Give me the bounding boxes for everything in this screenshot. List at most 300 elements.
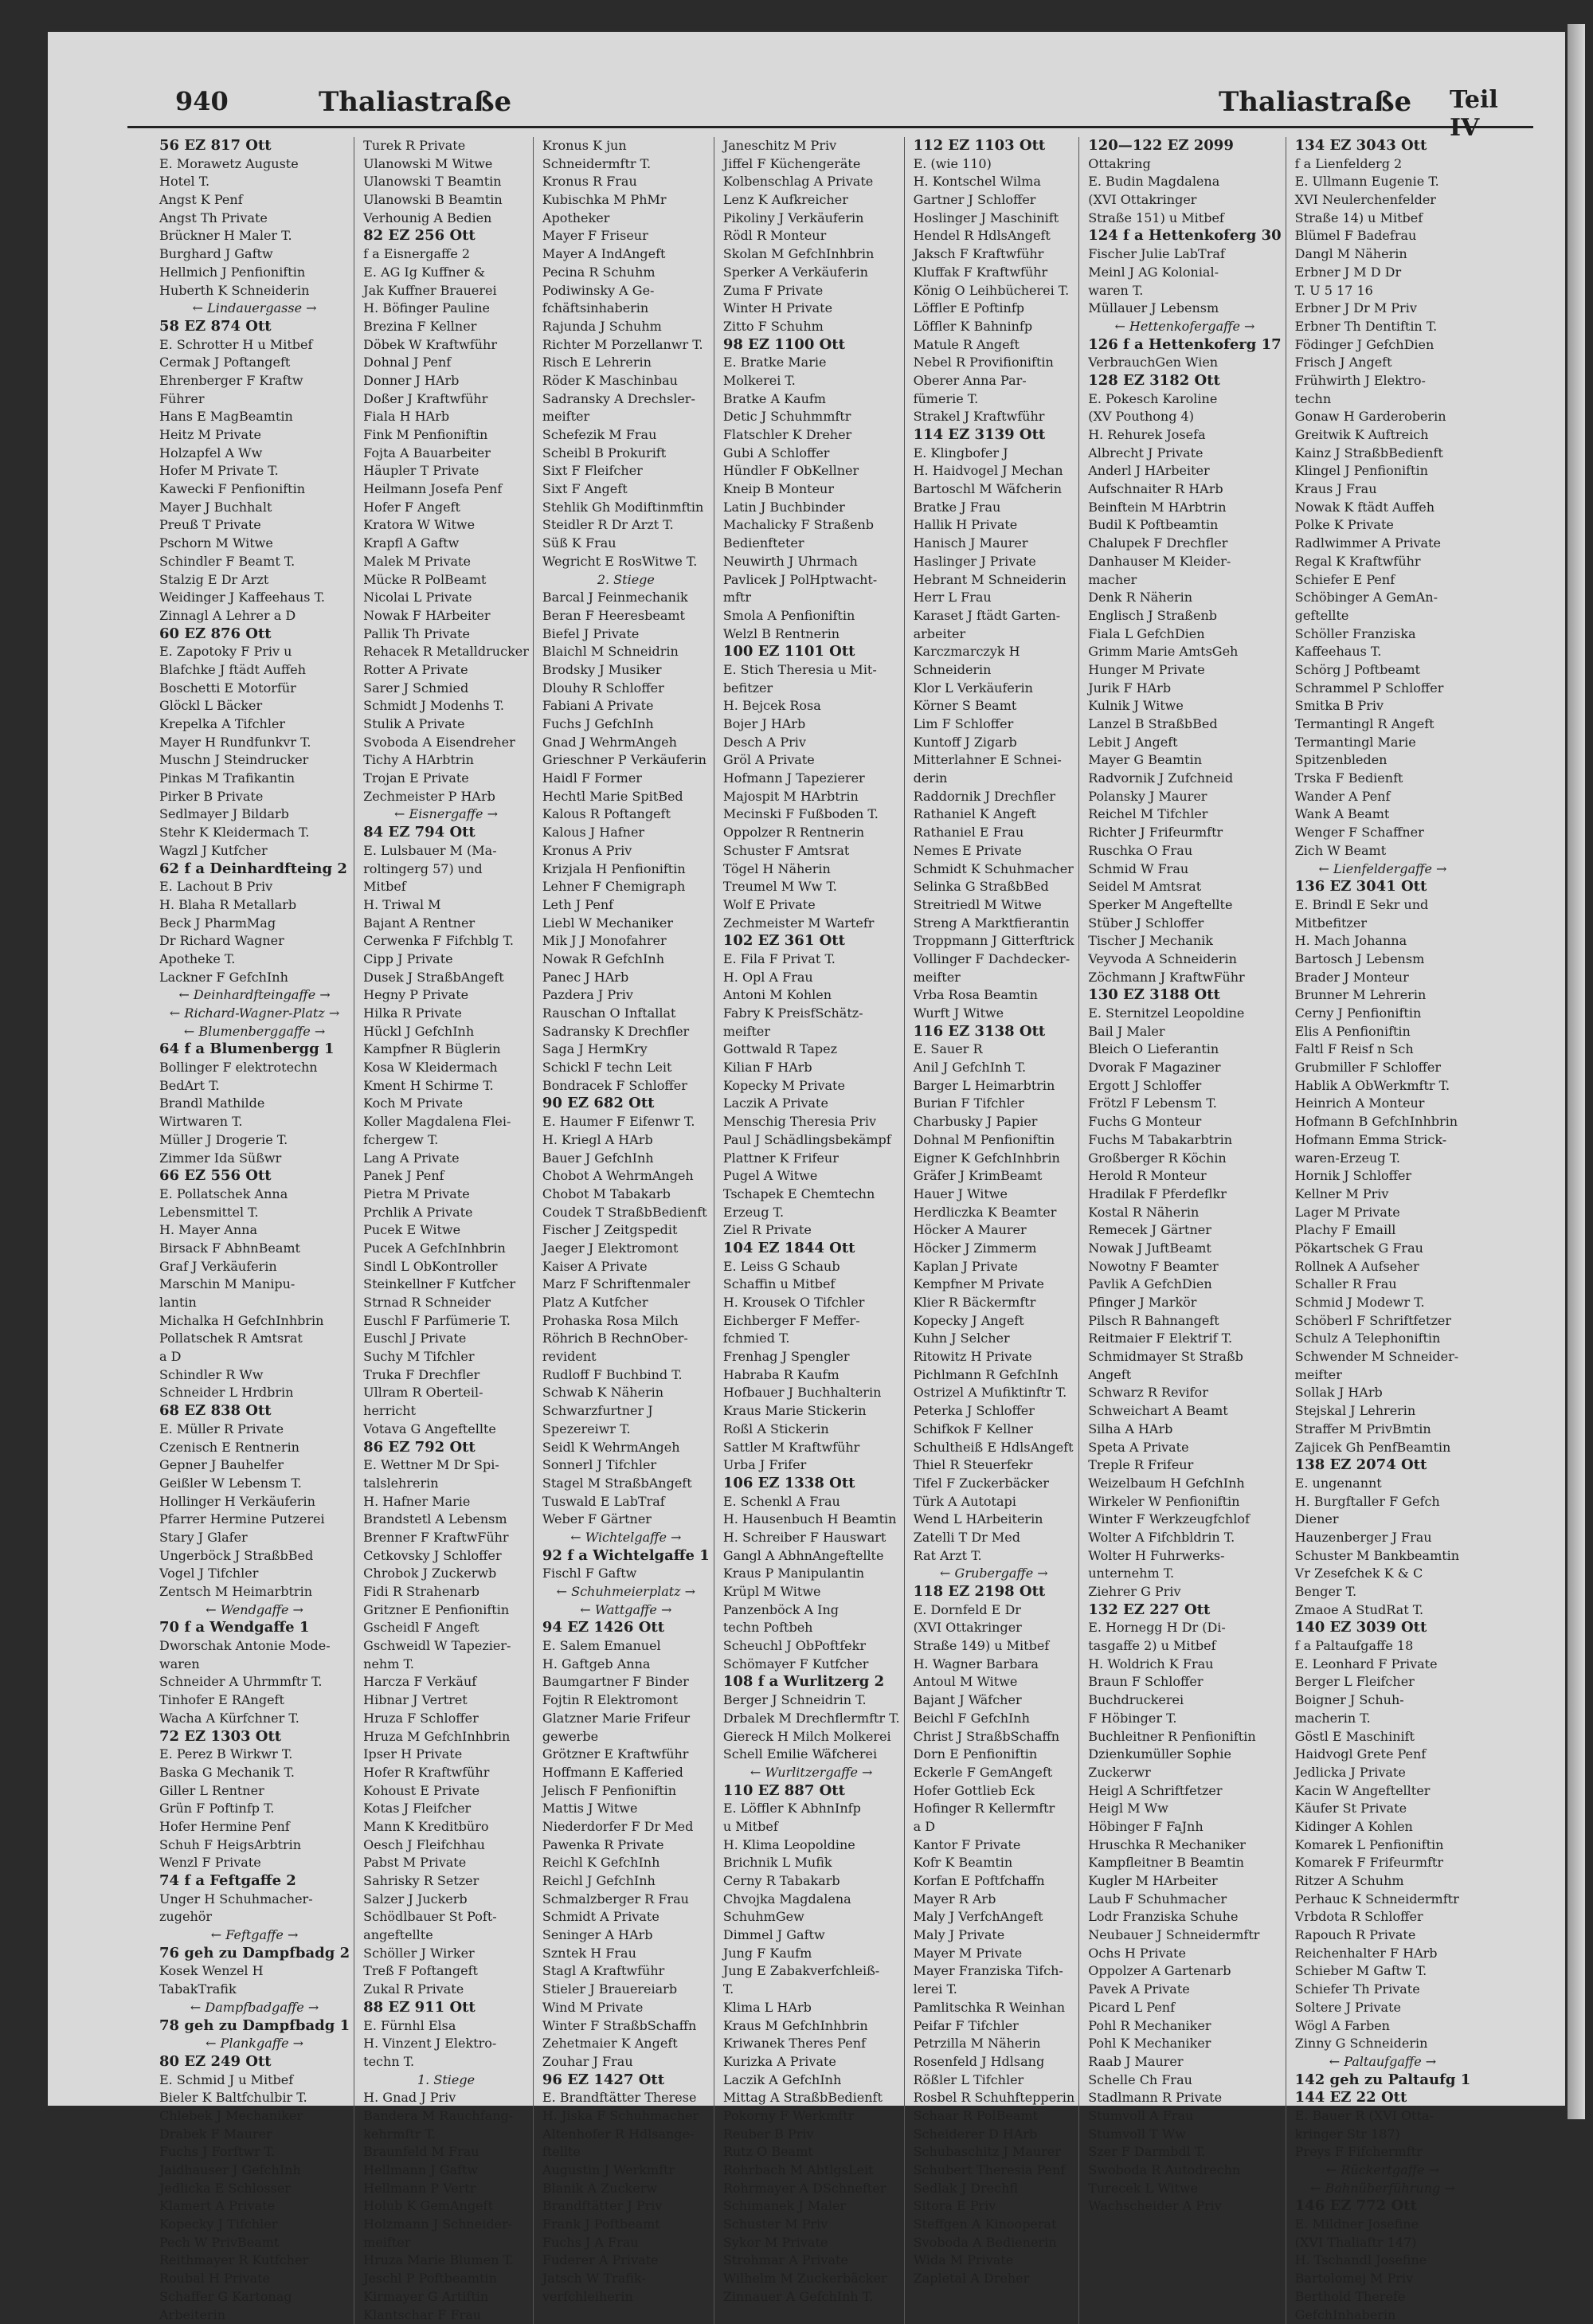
street-title-right: Thaliastraße bbox=[1219, 86, 1411, 118]
resident-entry: Treple R Frifeur bbox=[1088, 1456, 1281, 1475]
resident-entry: E. Sauer R bbox=[914, 1041, 1075, 1059]
resident-entry: Pucek E Witwe bbox=[363, 1221, 529, 1240]
resident-entry: Panec J HArb bbox=[542, 969, 710, 987]
resident-entry: Charbusky J Papier bbox=[914, 1113, 1075, 1131]
resident-entry: Hoffmann E Kafferied bbox=[542, 1764, 710, 1782]
resident-entry: Kopecky J Angeft bbox=[914, 1312, 1075, 1331]
resident-entry: Scheuchl J ObPoftfekr bbox=[723, 1637, 900, 1656]
resident-entry: Augustin J Werkmftr bbox=[542, 2161, 710, 2180]
house-number-entry: 108 f a Wurlitzerg 2 bbox=[723, 1673, 900, 1691]
resident-entry: Plachy F Emaill bbox=[1295, 1221, 1471, 1240]
resident-entry: Straße 149) u Mitbef bbox=[914, 1637, 1075, 1656]
resident-entry: E. Fila F Privat T. bbox=[723, 950, 900, 969]
resident-entry: Kostal R Näherin bbox=[1088, 1204, 1281, 1222]
resident-entry: Rutz O Beamt bbox=[723, 2143, 900, 2161]
resident-entry: Pfarrer Hermine Putzerei bbox=[159, 1511, 350, 1529]
resident-entry: Schmid W Frau bbox=[1088, 860, 1281, 879]
resident-entry: Straffer M PrivBmtin bbox=[1295, 1421, 1471, 1439]
resident-entry: Raab J Maurer bbox=[1088, 2053, 1281, 2071]
resident-entry: Speta A Private bbox=[1088, 1439, 1281, 1457]
resident-entry: Rehacek R Metalldrucker bbox=[363, 643, 529, 661]
resident-entry: Geißler W Lebensm T. bbox=[159, 1475, 350, 1493]
resident-entry: Pecina R Schuhm bbox=[542, 264, 710, 282]
house-number-entry: 132 EZ 227 Ott bbox=[1088, 1601, 1281, 1620]
resident-entry: Stüber J Schloffer bbox=[1088, 915, 1281, 933]
resident-entry: E. Mildner Josefine bbox=[1295, 2216, 1471, 2234]
resident-entry: Hofmann Emma Strick- bbox=[1295, 1131, 1471, 1150]
resident-entry: Bajant J Wäfcher bbox=[914, 1691, 1075, 1710]
resident-entry: Rotter A Private bbox=[363, 661, 529, 680]
resident-entry: fchergew T. bbox=[363, 1131, 529, 1150]
resident-entry: Vrba Rosa Beamtin bbox=[914, 986, 1075, 1005]
resident-entry: Jurik F HArb bbox=[1088, 680, 1281, 698]
resident-entry: Schödlbauer St Poft- bbox=[363, 1908, 529, 1926]
resident-entry: Zimmer Ida Süßwr bbox=[159, 1150, 350, 1168]
resident-entry: Polke K Private bbox=[1295, 516, 1471, 535]
resident-entry: Schiefer E Penf bbox=[1295, 571, 1471, 590]
resident-entry: Heigl A Schriftfetzer bbox=[1088, 1782, 1281, 1801]
resident-entry: Preys F Fifchermftr bbox=[1295, 2143, 1471, 2161]
resident-entry: Anil J GefchInh T. bbox=[914, 1059, 1075, 1077]
resident-entry: Gröl A Private bbox=[723, 751, 900, 770]
resident-entry: Dusek J StraßbAngeft bbox=[363, 969, 529, 987]
resident-entry: Peifar F Tifchler bbox=[914, 2017, 1075, 2036]
cross-street-entry: ← Richard-Wagner-Platz → bbox=[159, 1005, 350, 1023]
resident-entry: Aufschnaiter R HArb bbox=[1088, 480, 1281, 499]
house-number-entry: 80 EZ 249 Ott bbox=[159, 2053, 350, 2071]
resident-entry: Höcker J Zimmerm bbox=[914, 1240, 1075, 1258]
resident-entry: Pinkas M Trafikantin bbox=[159, 770, 350, 788]
resident-entry: Hückl J GefchInh bbox=[363, 1023, 529, 1041]
resident-entry: Sonnerl J Tifchler bbox=[542, 1456, 710, 1475]
resident-entry: macherin T. bbox=[1295, 1710, 1471, 1728]
resident-entry: Herdliczka K Beamter bbox=[914, 1204, 1075, 1222]
resident-entry: Remecek J Gärtner bbox=[1088, 1221, 1281, 1240]
resident-entry: H. Klima Leopoldine bbox=[723, 1836, 900, 1855]
resident-entry: revident bbox=[542, 1348, 710, 1366]
resident-entry: Plattner K Frifeur bbox=[723, 1150, 900, 1168]
resident-entry: Panek J Penf bbox=[363, 1167, 529, 1186]
resident-entry: Barger L Heimarbtrin bbox=[914, 1077, 1075, 1095]
resident-entry: Bandera M Rauchfang- bbox=[363, 2107, 529, 2126]
resident-entry: Cetkovsky J Schloffer bbox=[363, 1547, 529, 1566]
resident-entry: Danhauser M Kleider- bbox=[1088, 553, 1281, 571]
resident-entry: E. Lulsbauer M (Ma- bbox=[363, 842, 529, 860]
resident-entry: Frühwirth J Elektro- bbox=[1295, 372, 1471, 390]
house-number-entry: 124 f a Hettenkoferg 30 bbox=[1088, 227, 1281, 245]
resident-entry: Kaplan J Private bbox=[914, 1258, 1075, 1276]
resident-entry: Karczmarczyk H bbox=[914, 643, 1075, 661]
resident-entry: Wögl A Farben bbox=[1295, 2017, 1471, 2036]
resident-entry: Muschn J Steindrucker bbox=[159, 751, 350, 770]
resident-entry: Nemes E Private bbox=[914, 842, 1075, 860]
house-number-entry: 64 f a Blumenbergg 1 bbox=[159, 1041, 350, 1059]
resident-entry: Schwab K Näherin bbox=[542, 1384, 710, 1402]
resident-entry: meifter bbox=[1295, 1366, 1471, 1385]
resident-entry: E. Salem Emanuel bbox=[542, 1637, 710, 1656]
cross-street-entry: ← Rückertgaffe → bbox=[1295, 2161, 1471, 2180]
resident-entry: Fuchs J Forftwr T. bbox=[159, 2143, 350, 2161]
resident-entry: Jung F Kaufm bbox=[723, 1945, 900, 1963]
resident-entry: Schindler F Beamt T. bbox=[159, 553, 350, 571]
resident-entry: Mayer G Beamtin bbox=[1088, 751, 1281, 770]
resident-entry: geftellte bbox=[1295, 607, 1471, 625]
resident-entry: Hilka R Private bbox=[363, 1005, 529, 1023]
resident-entry: Vr Zesefchek K & C bbox=[1295, 1565, 1471, 1583]
resident-entry: Schaffin u Mitbef bbox=[723, 1276, 900, 1294]
resident-entry: Skolan M GefchInhbrin bbox=[723, 245, 900, 264]
page-header bbox=[127, 86, 1533, 128]
resident-entry: Tischer J Mechanik bbox=[1088, 932, 1281, 950]
resident-entry: Seidel M Amtsrat bbox=[1088, 878, 1281, 896]
resident-entry: Troppmann J Gitterftrick bbox=[914, 932, 1075, 950]
resident-entry: H. Hausenbuch H Beamtin bbox=[723, 1511, 900, 1529]
resident-entry: Latin J Buchbinder bbox=[723, 499, 900, 517]
resident-entry: Fabry K PreisfSchätz- bbox=[723, 1005, 900, 1023]
resident-entry: Pavlicek J PolHptwacht- bbox=[723, 571, 900, 590]
resident-entry: meifter bbox=[723, 1023, 900, 1041]
resident-entry: Kainz J StraßbBedienft bbox=[1295, 445, 1471, 463]
resident-entry: Czenisch E Rentnerin bbox=[159, 1439, 350, 1457]
resident-entry: H. Triwal M bbox=[363, 896, 529, 915]
resident-entry: Reichl K GefchInh bbox=[542, 1854, 710, 1872]
resident-entry: Sollak J HArb bbox=[1295, 1384, 1471, 1402]
resident-entry: Erbner J M D Dr bbox=[1295, 264, 1471, 282]
resident-entry: Neuwirth J Uhrmach bbox=[723, 553, 900, 571]
house-number-entry: 58 EZ 874 Ott bbox=[159, 318, 350, 336]
resident-entry: Brodsky J Musiker bbox=[542, 661, 710, 680]
resident-entry: Dorn E Penfioniftin bbox=[914, 1746, 1075, 1764]
resident-entry: Menschig Theresia Priv bbox=[723, 1113, 900, 1131]
resident-entry: Prohaska Rosa Milch bbox=[542, 1312, 710, 1331]
resident-entry: Großberger R Köchin bbox=[1088, 1150, 1281, 1168]
resident-entry: Preuß T Private bbox=[159, 516, 350, 535]
resident-entry: Giller L Rentner bbox=[159, 1782, 350, 1801]
resident-entry: Altenhofer R Hdlsange- bbox=[542, 2126, 710, 2144]
resident-entry: Döbek W Kraftwführ bbox=[363, 336, 529, 355]
resident-entry: Glatzner Marie Frifeur bbox=[542, 1710, 710, 1728]
resident-entry: H. Böfinger Pauline bbox=[363, 300, 529, 318]
resident-entry: Oppolzer R Rentnerin bbox=[723, 824, 900, 842]
resident-entry: Swoboda R Autodrechn bbox=[1088, 2161, 1281, 2180]
resident-entry: Antoni M Kohlen bbox=[723, 986, 900, 1005]
resident-entry: Pohl K Mechaniker bbox=[1088, 2035, 1281, 2053]
resident-entry: Trojan E Private bbox=[363, 770, 529, 788]
directory-column bbox=[538, 137, 714, 2324]
resident-entry: Fuderer A Private bbox=[542, 2251, 710, 2270]
resident-entry: Schuster M Priv bbox=[723, 2216, 900, 2234]
resident-entry: Süß K Frau bbox=[542, 535, 710, 553]
house-number-entry: 78 geh zu Dampfbadg 1 bbox=[159, 2017, 350, 2036]
resident-entry: tasgaffe 2) u Mitbef bbox=[1088, 1637, 1281, 1656]
resident-entry: Stehr K Kleidermach T. bbox=[159, 824, 350, 842]
resident-entry: Kopecky M Private bbox=[723, 1077, 900, 1095]
resident-entry: VerbrauchGen Wien bbox=[1088, 354, 1281, 372]
resident-entry: Euschl J Private bbox=[363, 1330, 529, 1348]
resident-entry: Kolbenschlag A Private bbox=[723, 173, 900, 191]
resident-entry: H. Krousek O Tifchler bbox=[723, 1294, 900, 1312]
resident-entry: Schuh F HeigsArbtrin bbox=[159, 1836, 350, 1855]
resident-entry: Hotel T. bbox=[159, 173, 350, 191]
resident-entry: Baska G Mechanik T. bbox=[159, 1764, 350, 1782]
resident-entry: Sitora E Priv bbox=[914, 2197, 1075, 2216]
resident-entry: SchuhmGew bbox=[723, 1908, 900, 1926]
resident-entry: H. Opl A Frau bbox=[723, 969, 900, 987]
resident-entry: Zatelli T Dr Med bbox=[914, 1529, 1075, 1547]
resident-entry: Komarek L Penfioniftin bbox=[1295, 1836, 1471, 1855]
resident-entry: Wachscheider A Priv bbox=[1088, 2197, 1281, 2216]
resident-entry: Raddornik J Drechfler bbox=[914, 788, 1075, 806]
resident-entry: Fiala H HArb bbox=[363, 408, 529, 426]
resident-entry: Schimanek J Maler bbox=[723, 2197, 900, 2216]
directory-column bbox=[1084, 137, 1286, 2324]
resident-entry: Schaffer G Kartonag bbox=[159, 2288, 350, 2306]
resident-entry: Liebl W Mechaniker bbox=[542, 915, 710, 933]
house-number-entry: 70 f a Wendgaffe 1 bbox=[159, 1619, 350, 1637]
resident-entry: Eigner K GefchInhbrin bbox=[914, 1150, 1075, 1168]
resident-entry: Schefezik M Frau bbox=[542, 426, 710, 445]
resident-entry: Kulnik J Witwe bbox=[1088, 697, 1281, 715]
house-number-entry: 82 EZ 256 Ott bbox=[363, 227, 529, 245]
resident-entry: Wirtwaren T. bbox=[159, 1113, 350, 1131]
resident-entry: Zmaoe A StudRat T. bbox=[1295, 1601, 1471, 1620]
resident-entry: Rajunda J Schuhm bbox=[542, 318, 710, 336]
resident-entry: f a Lienfelderg 2 bbox=[1295, 155, 1471, 174]
resident-entry: Svoboda A Bedienerin bbox=[914, 2234, 1075, 2252]
resident-entry: Glöckl L Bäcker bbox=[159, 697, 350, 715]
resident-entry: Gschweidl W Tapezier- bbox=[363, 1637, 529, 1656]
resident-entry: Hans E MagBeamtin bbox=[159, 408, 350, 426]
resident-entry: Sahrisky R Setzer bbox=[363, 1872, 529, 1891]
resident-entry: Hegny P Private bbox=[363, 986, 529, 1005]
resident-entry: E. Schmid J u Mitbef bbox=[159, 2071, 350, 2090]
resident-entry: Thiel R Steuerfekr bbox=[914, 1456, 1075, 1475]
resident-entry: Hellmann J Gaftw bbox=[363, 2161, 529, 2180]
resident-entry: H. Woldrich K Frau bbox=[1088, 1656, 1281, 1674]
resident-entry: Cerwenka F Fifchblg T. bbox=[363, 932, 529, 950]
resident-entry: Doßer J Kraftwführ bbox=[363, 390, 529, 409]
resident-entry: Kohoust E Private bbox=[363, 1782, 529, 1801]
resident-entry: H. Kontschel Wilma bbox=[914, 173, 1075, 191]
resident-entry: Peterka J Schloffer bbox=[914, 1402, 1075, 1421]
resident-entry: Straße 14) u Mitbef bbox=[1295, 210, 1471, 228]
resident-entry: Rapouch R Private bbox=[1295, 1926, 1471, 1945]
resident-entry: Roßl A Stickerin bbox=[723, 1421, 900, 1439]
resident-entry: Pallik Th Private bbox=[363, 625, 529, 644]
resident-entry: Strakel J Kraftwführ bbox=[914, 408, 1075, 426]
resident-entry: Sperker A Verkäuferin bbox=[723, 264, 900, 282]
resident-entry: E. (wie 110) bbox=[914, 155, 1075, 174]
resident-entry: Kronus A Priv bbox=[542, 842, 710, 860]
resident-entry: E. Haumer F Eifenwr T. bbox=[542, 1113, 710, 1131]
house-number-entry: 120—122 EZ 2099 bbox=[1088, 137, 1281, 155]
resident-entry: a D bbox=[914, 1818, 1075, 1836]
resident-entry: Jung E Zabakverfchleiß- bbox=[723, 1962, 900, 1981]
resident-entry: Szntek H Frau bbox=[542, 1945, 710, 1963]
directory-column bbox=[719, 137, 905, 2324]
resident-entry: Prchlik A Private bbox=[363, 1204, 529, 1222]
resident-entry: Turek R Private bbox=[363, 137, 529, 155]
resident-entry: Mitbef bbox=[363, 878, 529, 896]
resident-entry: Matule R Angeft bbox=[914, 336, 1075, 355]
resident-entry: Sadransky A Drechsler- bbox=[542, 390, 710, 409]
resident-entry: Schneider A Uhrmmftr T. bbox=[159, 1673, 350, 1691]
resident-entry: Welzl B Rentnerin bbox=[723, 625, 900, 644]
resident-entry: Hofbauer J Buchhalterin bbox=[723, 1384, 900, 1402]
resident-entry: Chobot A WehrmAngeh bbox=[542, 1167, 710, 1186]
resident-entry: Verhounig A Bedien bbox=[363, 210, 529, 228]
resident-entry: Haslinger J Private bbox=[914, 553, 1075, 571]
resident-entry: Führer bbox=[159, 390, 350, 409]
resident-entry: Budil K Poftbeamtin bbox=[1088, 516, 1281, 535]
resident-entry: Lehner F Chemigraph bbox=[542, 878, 710, 896]
resident-entry: gewerbe bbox=[542, 1728, 710, 1746]
resident-entry: Ehrenberger F Kraftw bbox=[159, 372, 350, 390]
resident-entry: Ulanowski M Witwe bbox=[363, 155, 529, 174]
resident-entry: Fuchs M Tabakarbtrin bbox=[1088, 1131, 1281, 1150]
resident-entry: Nicolai L Private bbox=[363, 589, 529, 607]
resident-entry: Schöbinger A GemAn- bbox=[1295, 589, 1471, 607]
resident-entry: Klingel J Penfioniftin bbox=[1295, 462, 1471, 480]
house-number-entry: 114 EZ 3139 Ott bbox=[914, 426, 1075, 445]
resident-entry: Käufer St Private bbox=[1295, 1800, 1471, 1818]
resident-entry: Oppolzer A Gartenarb bbox=[1088, 1962, 1281, 1981]
resident-entry: Angeft bbox=[1088, 1366, 1281, 1385]
resident-entry: Blafchke J ftädt Auffeh bbox=[159, 661, 350, 680]
resident-entry: Hofer Hermine Penf bbox=[159, 1818, 350, 1836]
resident-entry: Tichy A HArbtrin bbox=[363, 751, 529, 770]
resident-entry: Heilmann Josefa Penf bbox=[363, 480, 529, 499]
resident-entry: Michalka H GefchInhbrin bbox=[159, 1312, 350, 1331]
resident-entry: Detic J Schuhmmftr bbox=[723, 408, 900, 426]
resident-entry: Jelisch F Penfioniftin bbox=[542, 1782, 710, 1801]
resident-entry: Suchy M Tifchler bbox=[363, 1348, 529, 1366]
resident-entry: Rößler L Tifchler bbox=[914, 2071, 1075, 2090]
resident-entry: Pawenka R Private bbox=[542, 1836, 710, 1855]
resident-entry: Bartosch J Lebensm bbox=[1295, 950, 1471, 969]
resident-entry: Brandl Mathilde bbox=[159, 1095, 350, 1113]
resident-entry: Barcal J Feinmechanik bbox=[542, 589, 710, 607]
resident-entry: Stumvoll T Ww bbox=[1088, 2126, 1281, 2144]
resident-entry: Svoboda A Eisendreher bbox=[363, 734, 529, 752]
resident-entry: Spezereiwr T. bbox=[542, 1421, 710, 1439]
resident-entry: Stalzig E Dr Arzt bbox=[159, 571, 350, 590]
resident-entry: Gscheidl F Angeft bbox=[363, 1619, 529, 1637]
resident-entry: Mayer R Arb bbox=[914, 1891, 1075, 1909]
resident-entry: Beran F Heeresbeamt bbox=[542, 607, 710, 625]
cross-street-entry: ← Schuhmeierplatz → bbox=[542, 1583, 710, 1601]
house-number-entry: 62 f a Deinhardfteing 2 bbox=[159, 860, 350, 879]
resident-entry: Greitwik K Auftreich bbox=[1295, 426, 1471, 445]
resident-entry: Haidl F Former bbox=[542, 770, 710, 788]
resident-entry: Smitka B Priv bbox=[1295, 697, 1471, 715]
resident-entry: Krüpl M Witwe bbox=[723, 1583, 900, 1601]
resident-entry: Vogel J Tifchler bbox=[159, 1565, 350, 1583]
resident-entry: E. Sternitzel Leopoldine bbox=[1088, 1005, 1281, 1023]
resident-entry: Smola A Penfioniftin bbox=[723, 607, 900, 625]
resident-entry: E. Lachout B Priv bbox=[159, 878, 350, 896]
resident-entry: Picard L Penf bbox=[1088, 1999, 1281, 2017]
resident-entry: Nowotny F Beamter bbox=[1088, 1258, 1281, 1276]
house-number-entry: 56 EZ 817 Ott bbox=[159, 137, 350, 155]
resident-entry: Schmid J Modewr T. bbox=[1295, 1294, 1471, 1312]
resident-entry: Stejskal J Lehrerin bbox=[1295, 1402, 1471, 1421]
resident-entry: Euschl F Parfümerie T. bbox=[363, 1312, 529, 1331]
book-spine bbox=[1568, 24, 1585, 2119]
resident-entry: Streitriedl M Witwe bbox=[914, 896, 1075, 915]
resident-entry: Rudloff F Buchbind T. bbox=[542, 1366, 710, 1385]
house-number-entry: 66 EZ 556 Ott bbox=[159, 1167, 350, 1186]
resident-entry: Hündler F ObKellner bbox=[723, 462, 900, 480]
resident-entry: Beinftein M HArbtrin bbox=[1088, 499, 1281, 517]
resident-entry: Krizjala H Penfioniftin bbox=[542, 860, 710, 879]
resident-entry: H. Blaha R Metallarb bbox=[159, 896, 350, 915]
resident-entry: Wolf E Private bbox=[723, 896, 900, 915]
resident-entry: macher bbox=[1088, 571, 1281, 590]
resident-entry: meifter bbox=[914, 969, 1075, 987]
resident-entry: Kluffak F Kraftwführ bbox=[914, 264, 1075, 282]
resident-entry: u Mitbef bbox=[723, 1818, 900, 1836]
cross-street-entry: ← Wichtelgaffe → bbox=[542, 1529, 710, 1547]
resident-entry: Mitterlahner E Schnei- bbox=[914, 751, 1075, 770]
resident-entry: Pikoliny J Verkäuferin bbox=[723, 210, 900, 228]
resident-entry: Stagel M StraßbAngeft bbox=[542, 1475, 710, 1493]
resident-entry: Treß F Poftangeft bbox=[363, 1962, 529, 1981]
resident-entry: E. Stich Theresia u Mit- bbox=[723, 661, 900, 680]
resident-entry: Pietra M Private bbox=[363, 1186, 529, 1204]
resident-entry: Bartoschl M Wäfcherin bbox=[914, 480, 1075, 499]
resident-entry: techn T. bbox=[363, 2053, 529, 2071]
resident-entry: E. Brandftätter Therese bbox=[542, 2089, 710, 2107]
resident-entry: Unger H Schuhmacher- bbox=[159, 1891, 350, 1909]
resident-entry: Wacha A Kürfchner T. bbox=[159, 1710, 350, 1728]
resident-entry: E. Pokesch Karoline bbox=[1088, 390, 1281, 409]
resident-entry: Kugler M HArbeiter bbox=[1088, 1872, 1281, 1891]
resident-entry: H. Haidvogel J Mechan bbox=[914, 462, 1075, 480]
resident-entry: Schmidt A Private bbox=[542, 1908, 710, 1926]
resident-entry: H. Tschandl Josefine bbox=[1295, 2251, 1471, 2270]
resident-entry: Apotheker bbox=[542, 210, 710, 228]
resident-entry: Kotas J Fleifcher bbox=[363, 1800, 529, 1818]
resident-entry: Elis A Penfioniftin bbox=[1295, 1023, 1471, 1041]
resident-entry: Hauer J Witwe bbox=[914, 1186, 1075, 1204]
resident-entry: Blaichl M Schneidrin bbox=[542, 643, 710, 661]
resident-entry: Mayer H Rundfunkvr T. bbox=[159, 734, 350, 752]
resident-entry: Desch A Priv bbox=[723, 734, 900, 752]
house-number-entry: 74 f a Feftgaffe 2 bbox=[159, 1872, 350, 1891]
resident-entry: Lackner F GefchInh bbox=[159, 969, 350, 987]
resident-entry: meifter bbox=[363, 2234, 529, 2252]
resident-entry: Bail J Maler bbox=[1088, 1023, 1281, 1041]
resident-entry: Maly J VerfchAngeft bbox=[914, 1908, 1075, 1926]
cross-street-entry: 2. Stiege bbox=[542, 571, 710, 590]
resident-entry: Jak Kuffner Brauerei bbox=[363, 282, 529, 300]
resident-entry: Wirkeler W Penfioniftin bbox=[1088, 1493, 1281, 1511]
resident-entry: Fuchs J GefchInh bbox=[542, 715, 710, 734]
resident-entry: Wilhelm M Zuckerbäcker bbox=[723, 2270, 900, 2288]
resident-entry: Tschapek E Chemtechn bbox=[723, 1186, 900, 1204]
resident-entry: Reuber B Priv bbox=[723, 2126, 900, 2144]
house-number-entry: 146 EZ 772 Ott bbox=[1295, 2197, 1471, 2216]
resident-entry: E. Müller R Private bbox=[159, 1421, 350, 1439]
resident-entry: Schömayer F Kutfcher bbox=[723, 1656, 900, 1674]
resident-entry: Fuchs J A Frau bbox=[542, 2234, 710, 2252]
resident-entry: Klier R Bäckermftr bbox=[914, 1294, 1075, 1312]
resident-entry: Pollatschek R Amtsrat bbox=[159, 1330, 350, 1348]
house-number-entry: 104 EZ 1844 Ott bbox=[723, 1240, 900, 1258]
resident-entry: Müllauer J Lebensm bbox=[1088, 300, 1281, 318]
street-title-left: Thaliastraße bbox=[319, 86, 511, 118]
